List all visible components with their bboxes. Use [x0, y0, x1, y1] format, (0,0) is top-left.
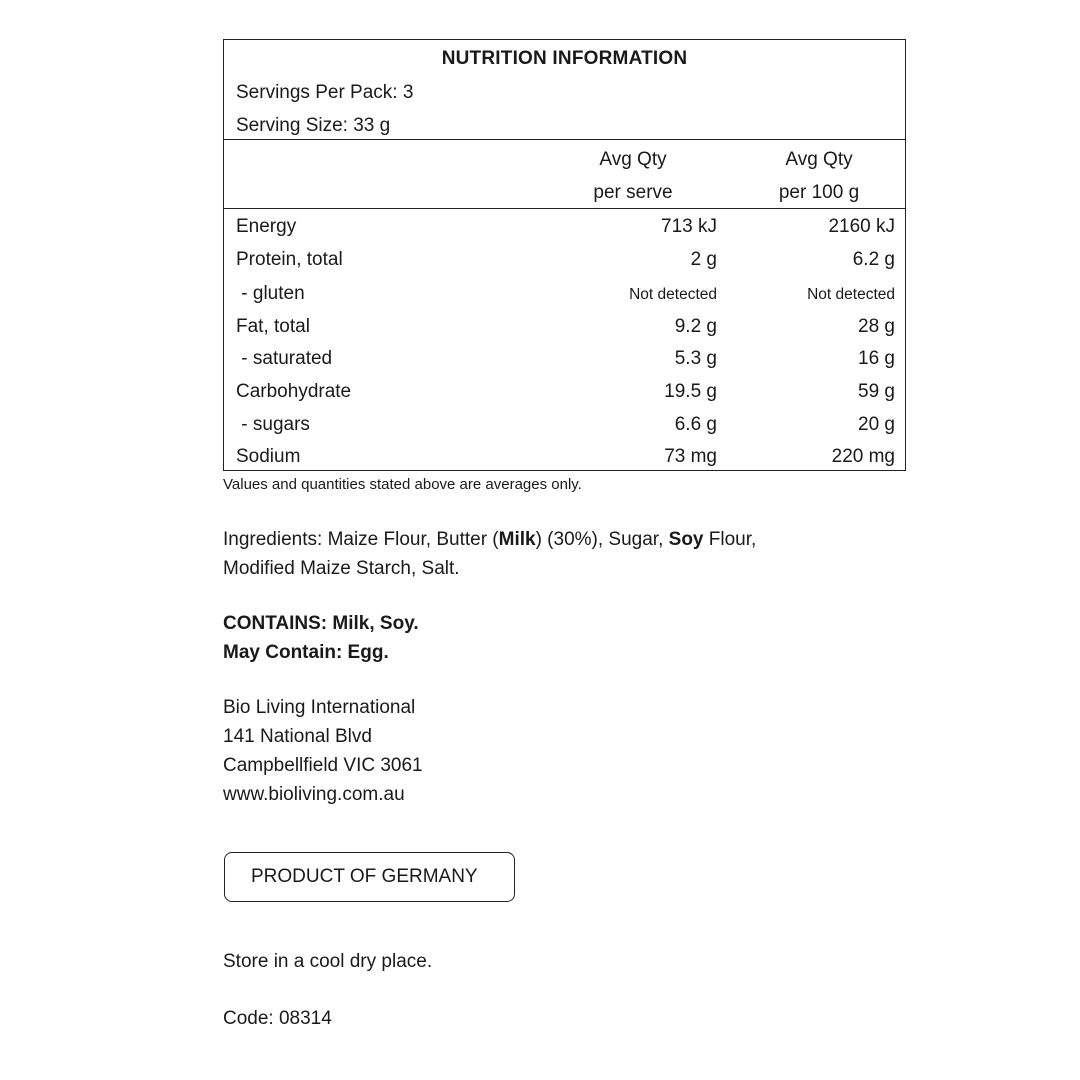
per-100g-value: 16 g — [858, 348, 895, 369]
divider — [224, 208, 905, 209]
per-serve-value: 713 kJ — [661, 216, 717, 237]
averages-footnote: Values and quantities stated above are averages only. — [223, 476, 582, 493]
company-name: Bio Living International — [223, 697, 416, 718]
allergen-statement — [223, 609, 419, 667]
company-city: Campbellfield VIC 3061 — [223, 755, 423, 776]
nutrient-label: Fat, total — [236, 316, 310, 337]
company-street: 141 National Blvd — [223, 726, 372, 747]
ingredients-line-1 — [223, 525, 756, 554]
allergen-milk: Milk — [498, 529, 536, 550]
per-100g-value: 2160 kJ — [828, 216, 895, 237]
col-header-per-serve-line2: per serve — [593, 182, 673, 203]
nutrient-label: - gluten — [236, 283, 305, 304]
nutrient-label: Sodium — [236, 446, 301, 467]
nutrient-row-saturated — [224, 348, 905, 378]
per-serve-value: 5.3 g — [674, 348, 717, 369]
nutrition-panel — [223, 39, 906, 471]
allergen-soy: Soy — [668, 529, 704, 550]
col-header-per-100g-line2: per 100 g — [778, 182, 860, 203]
ingredients-text-part: ) (30%), Sugar, — [535, 529, 669, 550]
storage-instructions: Store in a cool dry place. — [223, 951, 433, 972]
nutrient-row-protein — [224, 249, 905, 279]
per-serve-value: 6.6 g — [674, 414, 717, 435]
nutrient-label: - saturated — [236, 348, 333, 369]
nutrient-label: Protein, total — [236, 249, 343, 270]
serving-size: Serving Size: 33 g — [236, 115, 391, 136]
divider — [224, 139, 905, 140]
per-100g-value: 59 g — [858, 381, 895, 402]
nutrient-row-sodium — [224, 446, 905, 476]
country-of-origin-box: PRODUCT OF GERMANY — [224, 852, 515, 902]
company-website: www.bioliving.com.au — [223, 784, 405, 805]
per-100g-value: 28 g — [858, 316, 895, 337]
product-code: Code: 08314 — [223, 1008, 332, 1029]
per-100g-value: 20 g — [858, 414, 895, 435]
nutrient-row-carbohydrate — [224, 381, 905, 411]
ingredients-text-part: Flour, — [703, 529, 757, 550]
may-contain-statement: May Contain: Egg. — [223, 642, 389, 663]
ingredients-text-part: Ingredients: Maize Flour, Butter ( — [223, 529, 499, 550]
per-serve-value: Not detected — [629, 286, 717, 303]
ingredients-text — [223, 525, 756, 583]
per-serve-value: 9.2 g — [674, 316, 717, 337]
per-serve-value: 2 g — [690, 249, 717, 270]
panel-title: NUTRITION INFORMATION — [441, 48, 688, 69]
per-100g-value: 220 mg — [831, 446, 895, 467]
ingredients-line-2: Modified Maize Starch, Salt. — [223, 558, 460, 579]
nutrient-row-energy — [224, 216, 905, 246]
per-100g-value: Not detected — [807, 286, 895, 303]
nutrient-row-fat — [224, 316, 905, 346]
nutrient-row-gluten — [224, 283, 905, 313]
nutrient-row-sugars — [224, 414, 905, 444]
nutrient-label: Energy — [236, 216, 297, 237]
col-header-per-100g-line1: Avg Qty — [785, 149, 853, 170]
company-address — [223, 693, 423, 809]
per-serve-value: 19.5 g — [664, 381, 717, 402]
col-header-per-serve-line1: Avg Qty — [599, 149, 667, 170]
nutrient-label: - sugars — [236, 414, 310, 435]
nutrient-label: Carbohydrate — [236, 381, 352, 402]
contains-statement: CONTAINS: Milk, Soy. — [223, 613, 419, 634]
per-100g-value: 6.2 g — [852, 249, 895, 270]
servings-per-pack: Servings Per Pack: 3 — [236, 82, 414, 103]
per-serve-value: 73 mg — [664, 446, 717, 467]
